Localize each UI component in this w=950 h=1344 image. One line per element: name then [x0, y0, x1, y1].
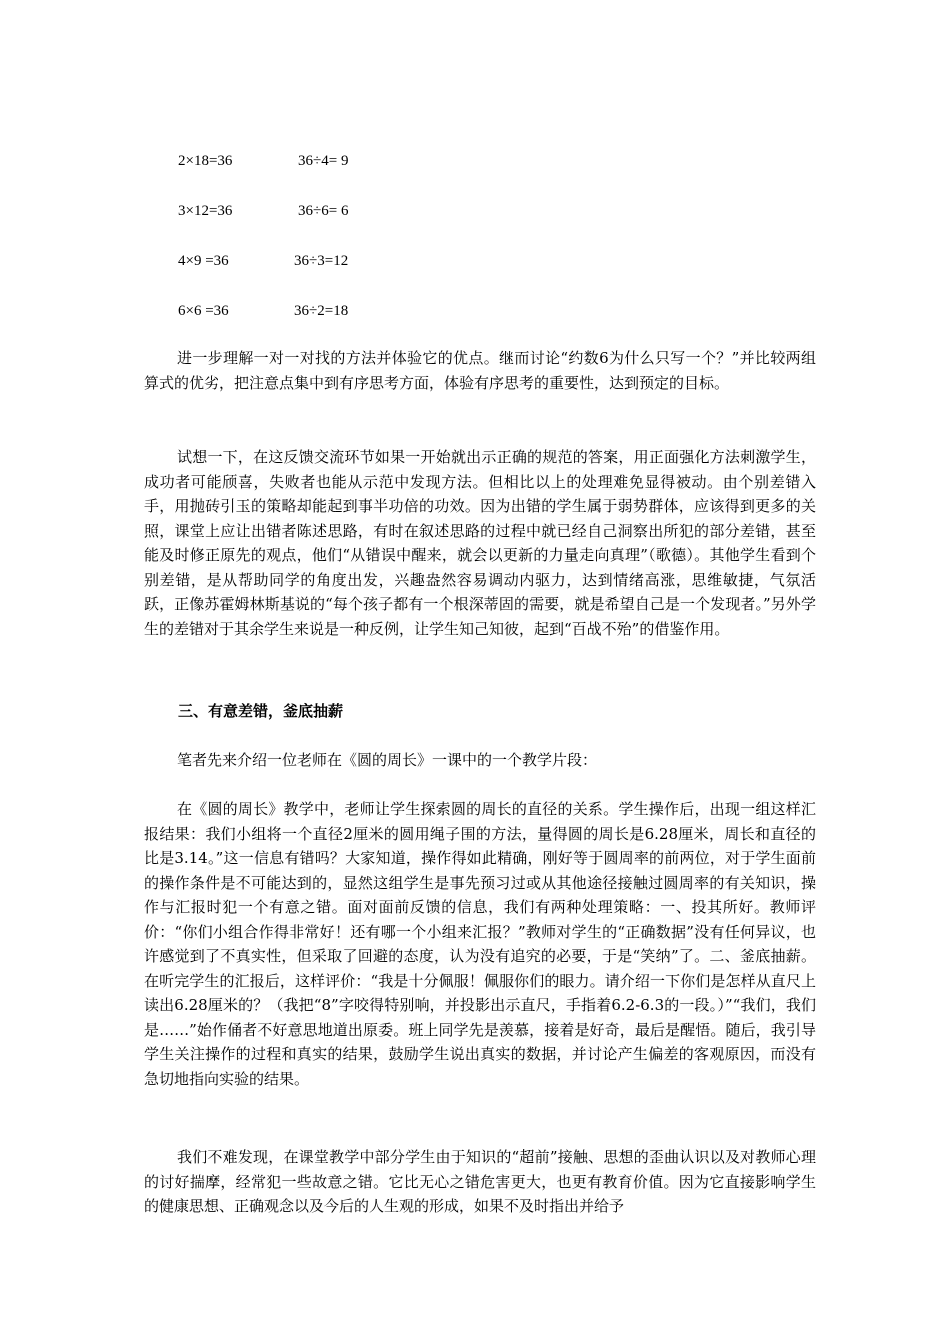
multiplication-equation: 4×9 =36 [178, 253, 229, 269]
paragraph-intentional-errors: 我们不难发现，在课堂教学中部分学生由于知识的“超前”接触、思想的歪曲认识以及对教师心理的讨好揣摩，经常犯一些故意之错。它比无心之错危害更大，也更有教育价值。因为它直接影响学生的健康思想、正确观念以及今后的人生观的形成，如果不及时指出并给予 [144, 1148, 816, 1215]
paragraph-feedback-discussion: 试想一下，在这反馈交流环节如果一开始就出示正确的规范的答案，用正面强化方法刺激学生，成功者可能颀喜，失败者也能从示范中发现方法。但相比以上的处理难免显得被动。由个别差错入手，用抛砖引玉的策略却能起到事半功倍的功效。因为出错的学生属于弱势群体，应该得到更多的关照，课堂上应让出错者陈述思路，有时在叙述思路的过程中就已经自己洞察出所犯的部分差错，甚至能及时修正原先的观点，他们“从错误中醒来，就会以更新的力量走向真理”（歌德）。其他学生看到个别差错，是从帮助同学的角度出发，兴趣盎然容易调动内驱力，达到情绪高涨，思维敏捷，气氛活跃，正像苏霍姆林斯基说的“每个孩子都有一个根深蒂固的需要，就是希望自己是一个发现者。”另外学生的差错对于其余学生来说是一种反例，让学生知己知彼，起到“百战不殆”的借鉴作用。 [144, 448, 816, 638]
paragraph-ordered-thinking: 进一步理解一对一对找的方法并体验它的优点。继而讨论“约数6为什么只写一个？”并比较两组算式的优劣，把注意点集中到有序思考方面，体验有序思考的重要性，达到预定的目标。 [144, 349, 816, 392]
division-equation: 36÷4= 9 [298, 153, 349, 169]
division-equation: 36÷6= 6 [298, 203, 349, 219]
division-equation: 36÷3=12 [294, 253, 349, 269]
paragraph-introduction: 笔者先来介绍一位老师在《圆的周长》一课中的一个教学片段： [177, 751, 598, 769]
multiplication-equation: 6×6 =36 [178, 303, 229, 319]
paragraph-circle-lesson: 在《圆的周长》教学中，老师让学生探索圆的周长的直径的关系。学生操作后，出现一组这样汇报结果：我们小组将一个直径2厘米的圆用绳子围的方法，量得圆的周长是6.28厘米，周长和直径的比是3.14。”这一信息有错吗？大家知道，操作得如此精确，刚好等于圆周率的前两位，对于学生面前的操作条件是不可能达到的，显然这组学生是事先预习过或从其他途径接触过圆周率的有关知识，操作与汇报时犯一个有意之错。面对面前反馈的信息，我们有两种处理策略：一、投其所好。教师评价：“你们小组合作得非常好！还有哪一个小组来汇报？”教师对学生的“正确数据”没有任何异议，也许感觉到了不真实性，但采取了回避的态度，认为没有追究的必要，于是“笑纳”了。二、釜底抽薪。在听完学生的汇报后，这样评价：“我是十分佩服！佩服你们的眼力。请介绍一下你们是怎样从直尺上读出6.28厘米的？（我把“8”字咬得特别响，并投影出示直尺，手指着6.2-6.3的一段。）”“我们，我们是……”始作俑者不好意思地道出原委。班上同学先是羡慕，接着是好奇，最后是醒悟。随后，我引导学生关注操作的过程和真实的结果，鼓励学生说出真实的数据，并讨论产生偏差的客观原因，而没有急切地指向实验的结果。 [144, 800, 816, 1088]
division-equation: 36÷2=18 [294, 303, 349, 319]
section-heading: 三、有意差错，釜底抽薪 [178, 702, 344, 720]
multiplication-equation: 3×12=36 [178, 203, 233, 219]
multiplication-equation: 2×18=36 [178, 153, 233, 169]
